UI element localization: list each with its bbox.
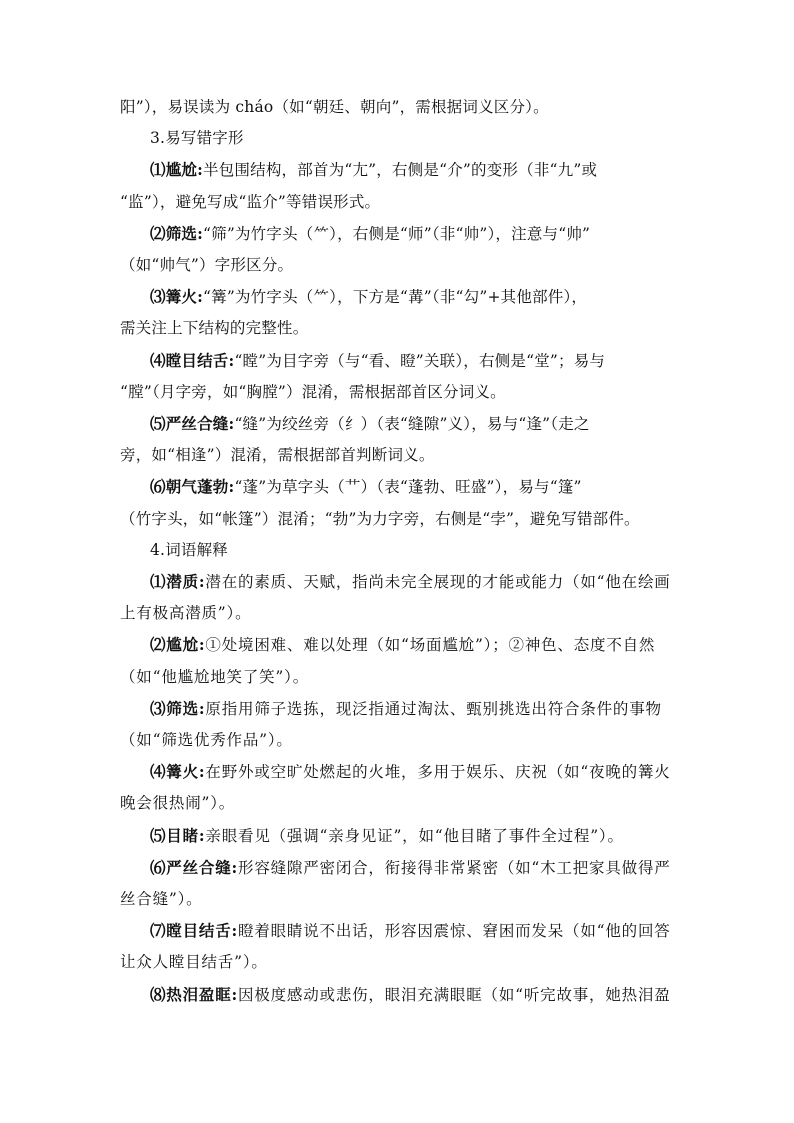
list-item-continuation: [120, 504, 680, 535]
item-text: （如“帅气”）字形区分。: [120, 256, 294, 275]
term-label: ⑷瞠目结舌:: [150, 350, 235, 370]
item-text: “缝”为绞丝旁（纟）（表“缝隙”义），易与“逢”（走之: [234, 415, 590, 434]
definition-continuation: [120, 662, 680, 693]
item-text: “膛”（月字旁，如“胸膛”）混淆，需根据部首区分词义。: [120, 382, 506, 401]
paragraph-text: 阳”），易误读为 cháo（如“朝廷、朝向”，需根据词义区分）。: [120, 98, 549, 116]
definition-item: [120, 693, 680, 725]
definition-continuation: [120, 947, 680, 978]
definition-text: 瞪着眼睛说不出话，形容因震惊、窘困而发呆（如“他的回答: [238, 922, 671, 941]
definition-text: （如“筛选优秀作品”）。: [120, 731, 293, 750]
section-heading-3: [120, 123, 680, 154]
list-item-continuation: [120, 187, 680, 218]
definition-item: [120, 566, 680, 598]
definition-text: 形容缝隙严密闭合，衔接得非常紧密（如“木工把家具做得严: [238, 858, 671, 877]
list-item: [120, 408, 680, 440]
definition-text: 丝合缝”）。: [120, 890, 203, 909]
definition-item: [120, 852, 680, 884]
definition-text: 晚会很热闹”）。: [120, 794, 236, 813]
term-label: ⑻热泪盈眶:: [150, 984, 239, 1004]
term-label: ⑺瞠目结舌:: [150, 921, 239, 941]
continuation-line: [120, 92, 680, 123]
definition-item: [120, 915, 680, 947]
term-label: ⑴潜质:: [150, 572, 206, 592]
list-item-continuation: [120, 313, 680, 344]
section-title: 4.词语解释: [150, 540, 228, 559]
item-text: “蓬”为草字头（艹）（表“蓬勃、旺盛”），易与“篷”: [234, 478, 582, 497]
section-heading-4: [120, 535, 680, 566]
definition-item: [120, 756, 680, 788]
item-text: “瞠”为目字旁（与“看、瞪”关联），右侧是“堂”；易与: [234, 351, 606, 370]
term-label: ⑹朝气蓬勃:: [150, 477, 235, 497]
definition-item: [120, 820, 680, 852]
definition-item: [120, 979, 680, 1011]
list-item: [120, 281, 680, 313]
definition-text: 因极度感动或悲伤，眼泪充满眼眶（如“听完故事，她热泪盈: [238, 985, 671, 1004]
document-page: [120, 92, 680, 1011]
definition-continuation: [120, 884, 680, 915]
list-item-continuation: [120, 440, 680, 471]
section-title: 3.易写错字形: [150, 129, 244, 148]
term-label: ⑶筛选:: [150, 698, 206, 718]
term-label: ⑵筛选:: [150, 223, 204, 243]
item-text: “篝”为竹字头（⺮），下方是“冓”（非“勾”+其他部件），: [203, 288, 588, 307]
term-label: ⑸目睹:: [150, 825, 206, 845]
definition-text: 上有极高潜质”）。: [120, 604, 252, 623]
list-item: [120, 154, 680, 186]
term-label: ⑵尴尬:: [150, 635, 206, 655]
definition-text: 在野外或空旷处燃起的火堆，多用于娱乐、庆祝（如“夜晚的篝火: [205, 763, 671, 782]
definition-continuation: [120, 725, 680, 756]
list-item: [120, 218, 680, 250]
list-item: [120, 471, 680, 503]
term-label: ⑸严丝合缝:: [150, 414, 235, 434]
item-text: 半包围结构，部首为“尢”，右侧是“介”的变形（非“九”或: [203, 161, 598, 180]
definition-item: [120, 629, 680, 661]
definition-text: （如“他尴尬地笑了笑”）。: [120, 667, 309, 686]
term-label: ⑴尴尬:: [150, 160, 204, 180]
list-item-continuation: [120, 377, 680, 408]
item-text: 旁，如“相逢”）混淆，需根据部首判断词义。: [120, 446, 435, 465]
term-label: ⑷篝火:: [150, 762, 206, 782]
list-item: [120, 345, 680, 377]
term-label: ⑹严丝合缝:: [150, 857, 239, 877]
item-text: “监”），避免写成“监介”等错误形式。: [120, 192, 381, 211]
definition-text: 让众人瞠目结舌”）。: [120, 953, 268, 972]
definition-text: 潜在的素质、天赋，指尚未完全展现的才能或能力（如“他在绘画: [205, 573, 671, 592]
definition-text: 亲眼看见（强调“亲身见证”，如“他目睹了事件全过程”）。: [205, 826, 624, 845]
definition-text: 原指用筛子选拣，现泛指通过淘汰、甄别挑选出符合条件的事物: [205, 699, 662, 718]
item-text: （竹字头，如“帐篷”）混淆；“勃”为力字旁，右侧是“孛”，避免写错部件。: [120, 509, 640, 528]
item-text: 需关注上下结构的完整性。: [120, 319, 309, 338]
term-label: ⑶篝火:: [150, 287, 204, 307]
definition-text: ①处境困难、难以处理（如“场面尴尬”）；②神色、态度不自然: [205, 636, 656, 655]
definition-continuation: [120, 598, 680, 629]
item-text: “筛”为竹字头（⺮），右侧是“师”（非“帅”），注意与“帅”: [203, 224, 591, 243]
definition-continuation: [120, 788, 680, 819]
list-item-continuation: [120, 250, 680, 281]
